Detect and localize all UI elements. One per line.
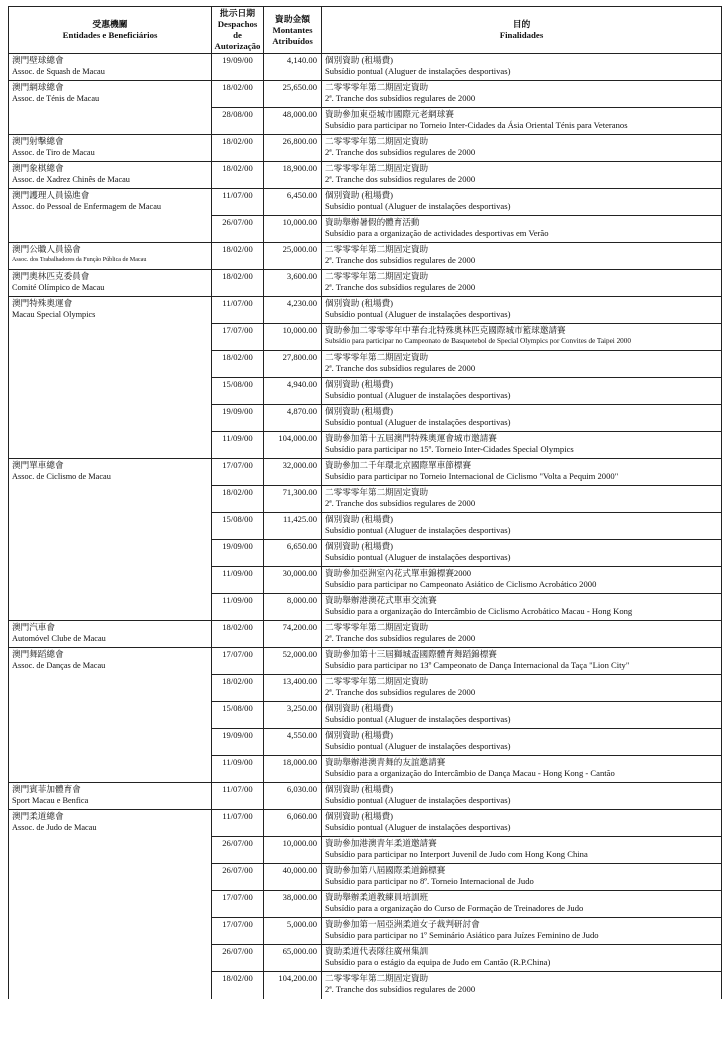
entity-cell [9,243,212,270]
purpose-zh: 資助參加第十五屆澳門特殊奧運會城市邀請賽 [325,433,497,443]
amount-cell: 27,800.00 [264,351,322,378]
date-cell: 18/02/00 [212,243,264,270]
table-row [9,297,722,324]
purpose-pt: Subsídio pontual (Aluguer de instalações desportivas) [325,201,511,211]
date-cell: 19/09/00 [212,540,264,567]
table-row [9,135,722,162]
date-cell: 11/09/00 [212,756,264,783]
purpose-zh: 個別資助 (租場費) [325,811,394,821]
purpose-cell [322,486,722,513]
table-row [9,459,722,486]
purpose-pt: 2ª. Tranche dos subsídios regulares de 2000 [325,282,476,292]
entity-cell [9,135,212,162]
purpose-cell [322,810,722,837]
purpose-zh: 個別資助 (租場費) [325,730,394,740]
table-row [9,783,722,810]
date-cell: 11/09/00 [212,594,264,621]
entity-cell [9,459,212,621]
purpose-zh: 個別資助 (租場費) [325,55,394,65]
date-cell: 18/02/00 [212,162,264,189]
purpose-pt: 2ª. Tranche dos subsídios regulares de 2000 [325,255,476,265]
purpose-zh: 個別資助 (租場費) [325,541,394,551]
purpose-zh: 二零零零年第二期固定資助 [325,136,429,146]
date-cell: 11/07/00 [212,297,264,324]
table-body [9,54,722,999]
entity-name-zh: 澳門護理人員協進會 [12,190,90,200]
amount-header-zh: 資助金額 [274,13,311,24]
amount-cell: 5,000.00 [264,918,322,945]
date-cell: 18/02/00 [212,270,264,297]
amount-cell: 10,000.00 [264,324,322,351]
purpose-cell [322,243,722,270]
entity-name-zh: 澳門象棋總會 [12,163,64,173]
purpose-pt: 2ª. Tranche dos subsídios regulares de 2000 [325,93,476,103]
entity-name-pt: Assoc. de Ténis de Macau [12,94,100,103]
amount-header-pt-2: Atribuídos [272,35,313,46]
purpose-cell [322,513,722,540]
purpose-zh: 個別資助 (租場費) [325,379,394,389]
purpose-cell [322,756,722,783]
date-cell: 18/02/00 [212,81,264,108]
purpose-cell [322,648,722,675]
entity-cell [9,189,212,243]
amount-cell: 25,000.00 [264,243,322,270]
entities-header-pt: Entidades e Beneficiários [62,30,158,40]
date-cell: 11/07/00 [212,810,264,837]
amount-cell: 18,900.00 [264,162,322,189]
amount-cell: 4,550.00 [264,729,322,756]
entity-name-pt: Assoc. de Xadrez Chinês de Macau [12,175,130,184]
purpose-zh: 個別資助 (租場費) [325,406,394,416]
table-row [9,810,722,837]
entity-name-zh: 澳門舞蹈總會 [12,649,64,659]
entity-name-pt: Assoc. de Judo de Macau [12,823,97,832]
purpose-cell [322,432,722,459]
purpose-pt: Subsídio para participar no 1º Seminário Asiático para Juízes Feminino de Judo [325,930,599,940]
entity-cell [9,810,212,999]
date-cell: 18/02/00 [212,486,264,513]
purpose-cell [322,162,722,189]
table-row [9,243,722,270]
amount-cell: 4,230.00 [264,297,322,324]
purpose-cell [322,459,722,486]
amount-cell: 48,000.00 [264,108,322,135]
purpose-pt: Subsídio para participar no 15º. Torneio Inter-Cidades Special Olympics [325,444,574,454]
purpose-pt: 2ª. Tranche dos subsídios regulares de 2000 [325,363,476,373]
purpose-zh: 資助舉辦柔道教練員培訓班 [325,892,429,902]
purpose-cell [322,594,722,621]
date-header [212,7,264,54]
entity-name-pt: Comité Olímpico de Macau [12,283,105,292]
purpose-zh: 資助舉辦港澳青舞的友誼邀請賽 [325,757,446,767]
amount-cell: 52,000.00 [264,648,322,675]
purpose-pt: 2ª. Tranche dos subsídios regulares de 2000 [325,174,476,184]
purpose-cell [322,540,722,567]
purpose-zh: 資助舉辦港澳花式單車交流賽 [325,595,437,605]
date-cell: 18/02/00 [212,351,264,378]
purpose-zh: 個別資助 (租場費) [325,190,394,200]
purpose-zh: 個別資助 (租場費) [325,703,394,713]
purpose-zh: 資助舉辦暑假的體育活動 [325,217,420,227]
entity-cell [9,783,212,810]
date-cell: 17/07/00 [212,324,264,351]
entity-cell [9,297,212,459]
purpose-cell [322,567,722,594]
amount-cell: 104,000.00 [264,432,322,459]
entity-name-pt: Assoc. de Ciclismo de Macau [12,472,111,481]
purpose-zh: 個別資助 (租場費) [325,514,394,524]
purpose-zh: 二零零零年第二期固定資助 [325,82,429,92]
purpose-pt: Subsídio pontual (Aluguer de instalações desportivas) [325,417,511,427]
date-cell: 15/08/00 [212,378,264,405]
date-cell: 26/07/00 [212,216,264,243]
amount-cell: 18,000.00 [264,756,322,783]
date-cell: 11/09/00 [212,432,264,459]
purpose-cell [322,945,722,972]
purpose-cell [322,189,722,216]
entity-name-pt: Automóvel Clube de Macau [12,634,106,643]
purpose-header [322,7,722,54]
amount-cell: 74,200.00 [264,621,322,648]
entity-cell [9,162,212,189]
purpose-pt: 2ª. Tranche dos subsídios regulares de 2000 [325,633,476,643]
entity-cell [9,81,212,135]
purpose-pt: Subsídio para o estágio da equipa de Judo em Cantão (R.P.China) [325,957,551,967]
purpose-zh: 資助參加亞洲室內花式單車錦標賽2000 [325,568,472,578]
amount-cell: 6,650.00 [264,540,322,567]
date-cell: 17/07/00 [212,891,264,918]
entity-name-zh: 澳門特殊奧運會 [12,298,73,308]
table-row [9,54,722,81]
purpose-pt: Subsídio pontual (Aluguer de instalações desportivas) [325,309,511,319]
amount-cell: 11,425.00 [264,513,322,540]
purpose-header-zh: 目的 [512,19,531,29]
date-cell: 26/07/00 [212,837,264,864]
entity-name-pt: Assoc. do Pessoal de Enfermagem de Macau [12,202,162,211]
subsidies-table [8,6,722,999]
amount-header-pt-1: Montantes [272,24,313,35]
entity-name-zh: 澳門單車總會 [12,460,64,470]
amount-cell: 4,140.00 [264,54,322,81]
purpose-pt: Subsídio para participar no Torneio Internacional de Ciclismo "Volta a Pequim 2000" [325,471,619,481]
amount-cell: 3,600.00 [264,270,322,297]
purpose-cell [322,621,722,648]
table-row [9,270,722,297]
purpose-zh: 資助參加第八屆國際柔道錦標賽 [325,865,446,875]
entity-name-zh: 澳門公職人員協會 [12,244,81,254]
amount-cell: 40,000.00 [264,864,322,891]
purpose-cell [322,297,722,324]
purpose-pt: Subsídio para a organização do Intercâmbio de Ciclismo Acrobático Macau - Hong Kong [325,606,633,616]
purpose-cell [322,324,722,351]
entity-name-zh: 澳門壁球總會 [12,55,64,65]
purpose-zh: 二零零零年第二期固定資助 [325,352,429,362]
entity-name-pt: Assoc. de Squash de Macau [12,67,105,76]
date-cell: 26/07/00 [212,864,264,891]
purpose-cell [322,783,722,810]
amount-cell: 32,000.00 [264,459,322,486]
amount-cell: 25,650.00 [264,81,322,108]
entity-name-zh: 澳門奧林匹克委員會 [12,271,90,281]
date-cell: 28/08/00 [212,108,264,135]
purpose-pt: Subsídio para a organização do Curso de Formação de Treinadores de Judo [325,903,584,913]
amount-cell: 6,030.00 [264,783,322,810]
entity-name-zh: 澳門射擊總會 [12,136,64,146]
amount-cell: 4,940.00 [264,378,322,405]
purpose-cell [322,864,722,891]
entity-name-zh: 澳門網球總會 [12,82,64,92]
entity-cell [9,648,212,783]
date-cell: 15/08/00 [212,702,264,729]
purpose-zh: 資助柔道代表隊往廣州集訓 [325,946,429,956]
amount-cell: 4,870.00 [264,405,322,432]
purpose-pt: 2ª. Tranche dos subsídios regulares de 2000 [325,687,476,697]
purpose-pt: Subsídio para participar no Interport Juvenil de Judo com Hong Kong China [325,849,588,859]
amount-cell: 8,000.00 [264,594,322,621]
amount-header [264,7,322,54]
purpose-zh: 二零零零年第二期固定資助 [325,676,429,686]
purpose-zh: 資助參加二零零零年中華台北特殊奧林匹克國際城市籃球邀請賽 [325,325,566,335]
table-row [9,189,722,216]
purpose-pt: Subsídio pontual (Aluguer de instalações desportivas) [325,795,511,805]
purpose-zh: 資助參加第十三屆獅城盃國際體育舞蹈錦標賽 [325,649,497,659]
entity-name-pt: Assoc. de Tiro de Macau [12,148,95,157]
purpose-pt: Subsídio para participar no Campeonato de Basquetebol de Special Olympics por Convites de Taipei 2000 [325,337,631,345]
date-cell: 17/07/00 [212,459,264,486]
table-row [9,648,722,675]
entity-cell [9,54,212,81]
purpose-zh: 二零零零年第二期固定資助 [325,487,429,497]
entity-cell [9,621,212,648]
purpose-cell [322,108,722,135]
entity-name-pt: Sport Macau e Benfica [12,796,89,805]
amount-cell: 26,800.00 [264,135,322,162]
entity-name-zh: 澳門賓菲加體育會 [12,784,81,794]
entity-name-zh: 澳門柔道總會 [12,811,64,821]
table-row [9,81,722,108]
purpose-pt: Subsídio para participar no Campeonato Asiático de Ciclismo Acrobático 2000 [325,579,597,589]
entities-header-zh: 受惠機關 [92,19,128,29]
purpose-pt: Subsídio para a organização do Intercâmbio de Dança Macau - Hong Kong - Cantão [325,768,615,778]
date-cell: 26/07/00 [212,945,264,972]
purpose-pt: 2ª. Tranche dos subsídios regulares de 2000 [325,984,476,994]
date-cell: 11/09/00 [212,567,264,594]
purpose-pt: Subsídio pontual (Aluguer de instalações desportivas) [325,525,511,535]
purpose-zh: 二零零零年第二期固定資助 [325,622,429,632]
date-header-pt-1: Despachos de [217,19,258,40]
date-cell: 11/07/00 [212,189,264,216]
purpose-zh: 個別資助 (租場費) [325,784,394,794]
purpose-pt: Subsídio para participar no Torneio Inter-Cidades da Ásia Oriental Ténis para Veteranos [325,120,628,130]
amount-cell: 10,000.00 [264,837,322,864]
entity-name-pt: Assoc. de Danças de Macau [12,661,106,670]
table-row [9,621,722,648]
date-cell: 18/02/00 [212,135,264,162]
purpose-pt: Subsídio pontual (Aluguer de instalações desportivas) [325,741,511,751]
date-cell: 17/07/00 [212,918,264,945]
date-cell: 19/09/00 [212,54,264,81]
purpose-cell [322,405,722,432]
purpose-zh: 資助參加第一屆亞洲柔道女子裁判研討會 [325,919,480,929]
date-cell: 19/09/00 [212,729,264,756]
date-cell: 19/09/00 [212,405,264,432]
amount-cell: 71,300.00 [264,486,322,513]
purpose-pt: Subsídio pontual (Aluguer de instalações desportivas) [325,714,511,724]
date-cell: 11/07/00 [212,783,264,810]
purpose-cell [322,378,722,405]
purpose-cell [322,270,722,297]
amount-cell: 13,400.00 [264,675,322,702]
purpose-pt: Subsídio pontual (Aluguer de instalações desportivas) [325,552,511,562]
date-cell: 17/07/00 [212,648,264,675]
amount-cell: 104,200.00 [264,972,322,999]
purpose-cell [322,891,722,918]
amount-cell: 3,250.00 [264,702,322,729]
purpose-zh: 二零零零年第二期固定資助 [325,244,429,254]
purpose-zh: 資助參加二千年環北京國際單車節標賽 [325,460,472,470]
purpose-cell [322,81,722,108]
date-header-pt-2: Autorização [214,41,261,51]
purpose-zh: 個別資助 (租場費) [325,298,394,308]
purpose-pt: 2ª. Tranche dos subsídios regulares de 2000 [325,147,476,157]
date-cell: 18/02/00 [212,972,264,999]
purpose-cell [322,837,722,864]
amount-cell: 38,000.00 [264,891,322,918]
purpose-cell [322,216,722,243]
purpose-zh: 二零零零年第二期固定資助 [325,973,429,983]
entities-header [9,7,212,54]
purpose-cell [322,702,722,729]
purpose-pt: Subsídio para a organização de actividades desportivas em Verão [325,228,549,238]
purpose-header-pt: Finalidades [499,30,544,40]
amount-cell: 6,060.00 [264,810,322,837]
entity-name-pt: Macau Special Olympics [12,310,96,319]
table-header [9,7,722,54]
purpose-cell [322,972,722,999]
amount-cell: 30,000.00 [264,567,322,594]
purpose-pt: Subsídio para participar no 8º. Torneio Internacional de Judo [325,876,534,886]
purpose-cell [322,918,722,945]
purpose-pt: Subsídio pontual (Aluguer de instalações desportivas) [325,66,511,76]
table-row [9,162,722,189]
purpose-cell [322,729,722,756]
purpose-pt: 2ª. Tranche dos subsídios regulares de 2000 [325,498,476,508]
entity-cell [9,270,212,297]
purpose-cell [322,351,722,378]
date-cell: 18/02/00 [212,675,264,702]
amount-cell: 10,000.00 [264,216,322,243]
date-header-zh: 批示日期 [219,8,256,18]
date-cell: 18/02/00 [212,621,264,648]
purpose-zh: 二零零零年第二期固定資助 [325,163,429,173]
purpose-pt: Subsídio para participar no 13º Campeonato de Dança Internacional da Taça "Lion City" [325,660,630,670]
amount-cell: 65,000.00 [264,945,322,972]
purpose-cell [322,54,722,81]
purpose-cell [322,135,722,162]
entity-name-pt: Assoc. dos Trabalhadores da Função Pública de Macau [12,257,147,263]
purpose-zh: 二零零零年第二期固定資助 [325,271,429,281]
purpose-pt: Subsídio pontual (Aluguer de instalações desportivas) [325,822,511,832]
purpose-zh: 資助參加東亞城市國際元老網球賽 [325,109,454,119]
purpose-cell [322,675,722,702]
entity-name-zh: 澳門汽車會 [12,622,55,632]
date-cell: 15/08/00 [212,513,264,540]
amount-cell: 6,450.00 [264,189,322,216]
purpose-pt: Subsídio pontual (Aluguer de instalações desportivas) [325,390,511,400]
purpose-zh: 資助參加港澳青年柔道邀請賽 [325,838,437,848]
